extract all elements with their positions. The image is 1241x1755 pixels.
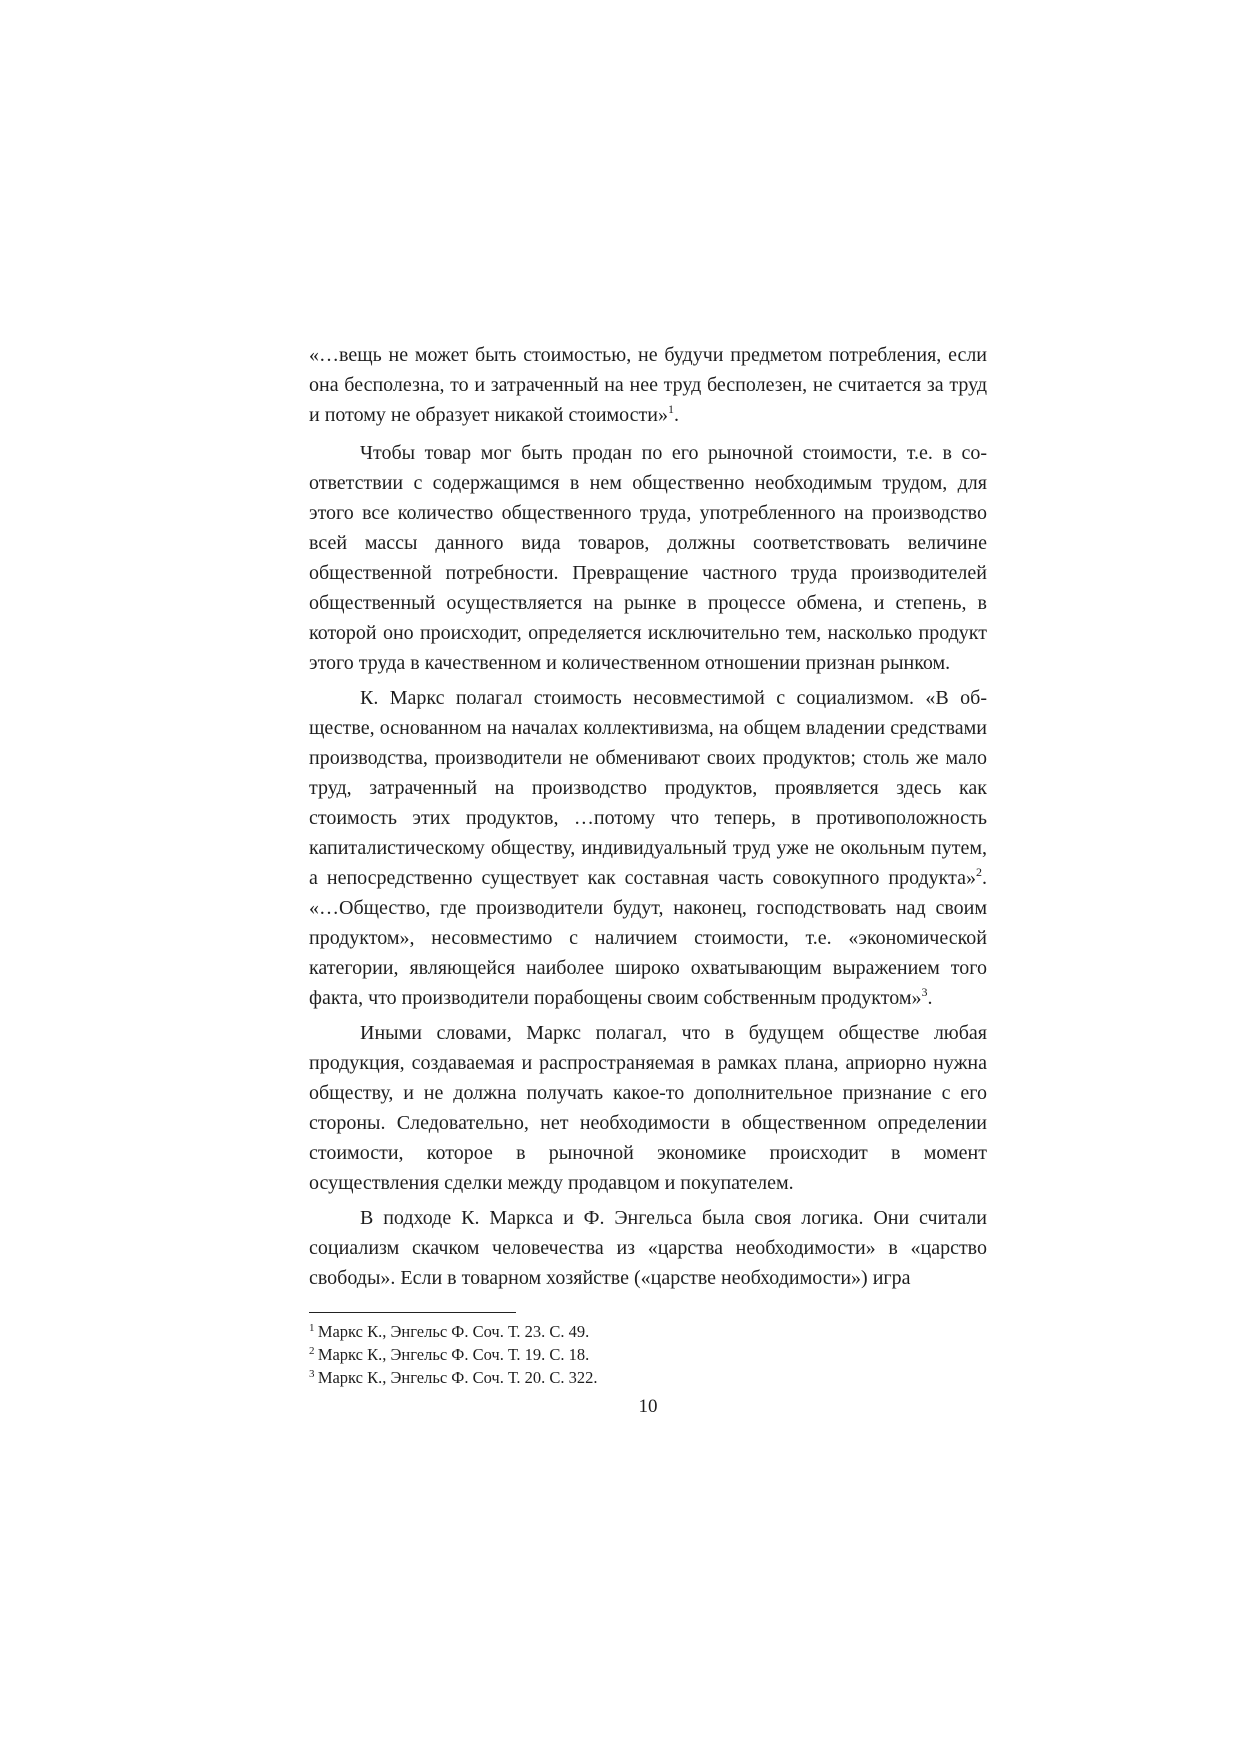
paragraph-tail: . (927, 987, 933, 1009)
footnote (309, 1320, 987, 1343)
paragraph (309, 438, 987, 678)
footnote-mark: 2 (309, 1345, 315, 1357)
page-number: 10 (638, 1396, 658, 1417)
paragraph-text: Иными словами, Маркс полагал, что в будущем обществе любая продукция, создаваемая и распространяемая в рамках плана, априорно нужна обществу, и не должна получать какое-то дополнительное признание с его стороны. Следовательно, нет необходимости в общественном определении стоимости, которое в рыночной экономике происходит в момент осуществления сделки между продавцом и покупателем. (309, 1022, 987, 1194)
footnotes (309, 1320, 987, 1389)
footnote (309, 1366, 987, 1389)
footnote-text: Маркс К., Энгельс Ф. Соч. Т. 23. С. 49. (317, 1322, 590, 1341)
paragraph (309, 683, 987, 1013)
paragraph-tail: . (674, 404, 679, 426)
footnote-ref[interactable]: 3 (921, 985, 928, 999)
paragraph-text: Чтобы товар мог быть продан по его рыночной стоимости, т.е. в соответствии с содержащимся в нем общественно необходимым трудом, для этого все количество общественного труда, употребленного на производство всей массы данного вида товаров, должны соответствовать величине общественной потребности. Превращение частного труда производителей общественный осуществляется на рынке в процессе обмена, и степень, в которой оно происходит, определяется исключительно тем, насколько продукт этого труда в качественном и количественном отношении признан рынком. (309, 442, 987, 674)
paragraph-quote (309, 340, 987, 430)
footnote-mark: 1 (309, 1322, 315, 1334)
footnote-text: Маркс К., Энгельс Ф. Соч. Т. 20. С. 322. (317, 1368, 598, 1387)
footnote-ref[interactable]: 2 (976, 865, 982, 879)
paragraph-text: . «…Общество, где производители будут, наконец, господствовать над своим продуктом», несовместимо с наличием стоимости, т.е. «экономической категории, являющейся наиболее широко охватывающим выражением того факта, что производители порабощены своим собственным продуктом» (309, 867, 987, 1009)
paragraph-text: В подходе К. Маркса и Ф. Энгельса была своя логика. Они считали социализм скачком человечества из «царства необходимости» в «царство свободы». Если в товарном хозяйстве («царстве необходимости») игра (309, 1207, 987, 1289)
paragraph (309, 1203, 987, 1293)
footnote-divider (309, 1312, 516, 1313)
footnote-ref[interactable]: 1 (668, 402, 674, 416)
page-body (309, 340, 987, 1420)
paragraph (309, 1018, 987, 1198)
paragraph-text: «…вещь не может быть стоимостью, не будучи предметом потребления, если она бесполезна, то и затраченный на нее труд бесполезен, не считается за труд и потому не образует никакой стоимости» (309, 344, 987, 426)
footnote-text: Маркс К., Энгельс Ф. Соч. Т. 19. С. 18. (317, 1345, 590, 1364)
footnote-mark: 3 (309, 1368, 315, 1380)
paragraph-text: К. Маркс полагал стоимость несовместимой с социализмом. «В обществе, основанном на началах коллективизма, на общем владении средствами производства, производители не обменивают своих продуктов; столь же мало труд, затраченный на производство продуктов, проявляется здесь как стоимость этих продуктов, …потому что теперь, в противоположность капиталистическому обществу, индивидуальный труд уже не окольным путем, а непосредственно существует как составная часть совокупного продукта» (309, 687, 987, 889)
footnote (309, 1343, 987, 1366)
